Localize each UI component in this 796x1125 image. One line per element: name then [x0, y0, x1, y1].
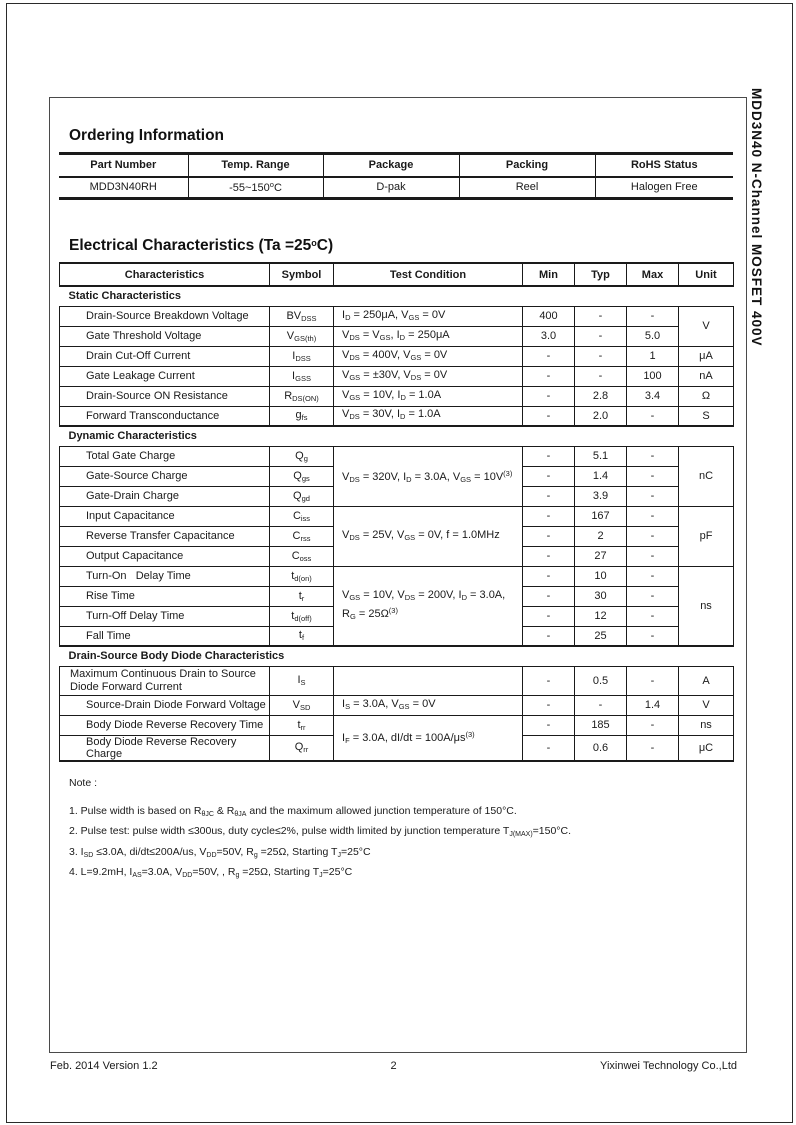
characteristic-cell: Turn-On Delay Time	[60, 566, 270, 586]
electrical-section-title: Electrical Characteristics $(Ta =25^oC)$	[69, 237, 334, 254]
max-value-cell: -	[627, 406, 679, 426]
electrical-section-row	[60, 426, 734, 446]
characteristic-cell: Body Diode Reverse Recovery Charge	[60, 735, 270, 761]
electrical-header-cell: Symbol	[270, 263, 334, 286]
characteristic-cell: Body Diode Reverse Recovery Time	[60, 715, 270, 735]
test-condition-cell: $V_{GS} = \pm 30V$, $V_{DS} = 0V$	[334, 366, 523, 386]
symbol-cell: $Q_g$	[270, 446, 334, 466]
min-value-cell: -	[523, 506, 575, 526]
max-value-cell: -	[627, 566, 679, 586]
unit-cell: A	[679, 666, 734, 695]
min-value-cell: -	[523, 486, 575, 506]
typ-value-cell: 0.5	[575, 666, 627, 695]
min-value-cell: -	[523, 446, 575, 466]
typ-value-cell: 3.9	[575, 486, 627, 506]
characteristic-cell: Output Capacitance	[60, 546, 270, 566]
unit-cell: pF	[679, 506, 734, 566]
symbol-cell: $C_{rss}$	[270, 526, 334, 546]
characteristic-cell: Turn-Off Delay Time	[60, 606, 270, 626]
page-footer	[50, 1060, 737, 1072]
section-label-cell: Drain-Source Body Diode Characteristics	[60, 646, 734, 666]
electrical-header-cell: Typ	[575, 263, 627, 286]
min-value-cell: -	[523, 606, 575, 626]
footer-version: Feb. 2014 Version 1.2	[50, 1060, 158, 1072]
characteristic-cell: Fall Time	[60, 626, 270, 646]
symbol-cell: $R_{DS(ON)}$	[270, 386, 334, 406]
typ-value-cell: 2	[575, 526, 627, 546]
max-value-cell: -	[627, 606, 679, 626]
characteristic-cell: Reverse Transfer Capacitance	[60, 526, 270, 546]
note-line: 1. Pulse width is based on $R_{\theta JC}$ & $R_{\theta JA}$ and the maximum allowed junction temperature of 150°C.	[69, 804, 517, 818]
electrical-data-row	[60, 326, 734, 346]
typ-value-cell: -	[575, 326, 627, 346]
min-value-cell: -	[523, 526, 575, 546]
ordering-section-title: Ordering Information	[69, 127, 224, 144]
electrical-data-row	[60, 406, 734, 426]
typ-value-cell: 30	[575, 586, 627, 606]
side-vertical-title: MDD3N40 N-Channel MOSFET 400V	[749, 88, 764, 347]
characteristic-cell: Forward Transconductance	[60, 406, 270, 426]
max-value-cell: -	[627, 466, 679, 486]
electrical-header-row	[60, 263, 734, 286]
ordering-data-cell: Reel	[459, 177, 595, 199]
test-condition-cell: $I_F = 3.0A$, $dI/dt = 100A/\mu s^{(3)}$	[334, 715, 523, 761]
ordering-data-cell: D-pak	[323, 177, 459, 199]
characteristic-cell: Maximum Continuous Drain to Source Diode Forward Current	[60, 666, 270, 695]
unit-cell: μA	[679, 346, 734, 366]
typ-value-cell: 27	[575, 546, 627, 566]
electrical-data-row	[60, 346, 734, 366]
symbol-cell: $I_S$	[270, 666, 334, 695]
electrical-header-cell: Characteristics	[60, 263, 270, 286]
characteristic-cell: Input Capacitance	[60, 506, 270, 526]
max-value-cell: -	[627, 715, 679, 735]
test-condition-cell: $V_{DS} = V_{GS}$, $I_D = 250\mu A$	[334, 326, 523, 346]
symbol-cell: $V_{GS(th)}$	[270, 326, 334, 346]
content-frame	[49, 97, 747, 1053]
symbol-cell: $Q_{rr}$	[270, 735, 334, 761]
min-value-cell: -	[523, 386, 575, 406]
max-value-cell: -	[627, 486, 679, 506]
symbol-cell: $C_{oss}$	[270, 546, 334, 566]
min-value-cell: 3.0	[523, 326, 575, 346]
max-value-cell: 1.4	[627, 695, 679, 715]
characteristic-cell: Drain-Source Breakdown Voltage	[60, 306, 270, 326]
note-line: 3. $I_{SD} \le 3.0A$, di/dt≤200A/us, $V_{DD}=50V$, $R_g =25\Omega$, Starting $T_J=25^\circ C$	[69, 845, 371, 859]
typ-value-cell: 2.0	[575, 406, 627, 426]
max-value-cell: 1	[627, 346, 679, 366]
unit-cell: Ω	[679, 386, 734, 406]
electrical-table-body	[60, 263, 734, 761]
ordering-table-body	[59, 154, 733, 199]
typ-value-cell: 2.8	[575, 386, 627, 406]
electrical-section-row	[60, 646, 734, 666]
ordering-header-cell: Packing	[459, 154, 595, 177]
ordering-header-cell: Package	[323, 154, 459, 177]
min-value-cell: -	[523, 406, 575, 426]
characteristic-cell: Drain-Source ON Resistance	[60, 386, 270, 406]
typ-value-cell: -	[575, 306, 627, 326]
test-condition-cell: $I_D = 250\mu A$, $V_{GS} = 0V$	[334, 306, 523, 326]
typ-value-cell: -	[575, 346, 627, 366]
electrical-header-cell: Unit	[679, 263, 734, 286]
max-value-cell: -	[627, 586, 679, 606]
max-value-cell: -	[627, 626, 679, 646]
unit-cell: V	[679, 695, 734, 715]
typ-value-cell: 12	[575, 606, 627, 626]
typ-value-cell: 1.4	[575, 466, 627, 486]
min-value-cell: -	[523, 346, 575, 366]
min-value-cell: -	[523, 566, 575, 586]
characteristic-cell: Drain Cut-Off Current	[60, 346, 270, 366]
electrical-data-row	[60, 666, 734, 695]
typ-value-cell: 10	[575, 566, 627, 586]
min-value-cell: -	[523, 666, 575, 695]
symbol-cell: $Q_{gd}$	[270, 486, 334, 506]
unit-cell: ns	[679, 715, 734, 735]
symbol-cell: $V_{SD}$	[270, 695, 334, 715]
footer-page-number: 2	[390, 1060, 397, 1072]
unit-cell: S	[679, 406, 734, 426]
ordering-data-cell: -55~150$^o$C	[188, 177, 323, 199]
min-value-cell: -	[523, 626, 575, 646]
ordering-data-cell: Halogen Free	[595, 177, 733, 199]
electrical-data-row	[60, 566, 734, 586]
typ-value-cell: 185	[575, 715, 627, 735]
unit-cell: ns	[679, 566, 734, 646]
electrical-data-row	[60, 506, 734, 526]
typ-value-cell: -	[575, 695, 627, 715]
unit-cell: nA	[679, 366, 734, 386]
electrical-data-row	[60, 446, 734, 466]
min-value-cell: -	[523, 466, 575, 486]
test-condition-cell: $V_{DS} = 25V$, $V_{GS} = 0V$, f = 1.0MHz	[334, 506, 523, 566]
electrical-data-row	[60, 386, 734, 406]
ordering-header-cell: Temp. Range	[188, 154, 323, 177]
unit-cell: V	[679, 306, 734, 346]
electrical-data-row	[60, 366, 734, 386]
symbol-cell: $t_f$	[270, 626, 334, 646]
electrical-section-row	[60, 286, 734, 306]
characteristic-cell: Total Gate Charge	[60, 446, 270, 466]
electrical-data-row	[60, 695, 734, 715]
ordering-data-row	[59, 177, 733, 199]
test-condition-cell: $V_{DS} = 30V$, $I_D = 1.0A$	[334, 406, 523, 426]
ordering-header-cell: RoHS Status	[595, 154, 733, 177]
typ-value-cell: 0.6	[575, 735, 627, 761]
ordering-table	[59, 152, 733, 200]
ordering-data-cell: MDD3N40RH	[89, 181, 157, 194]
note-line: 4. L=9.2mH, $I_{AS}=3.0A$, $V_{DD}=50V$, , $R_g =25\Omega$, Starting $T_J=25^\circ C$	[69, 866, 353, 879]
max-value-cell: -	[627, 506, 679, 526]
symbol-cell: $I_{GSS}$	[270, 366, 334, 386]
max-value-cell: -	[627, 546, 679, 566]
symbol-cell: $g_{fs}$	[270, 406, 334, 426]
electrical-table	[59, 262, 734, 762]
characteristic-cell: Gate-Source Charge	[60, 466, 270, 486]
test-condition-cell: $V_{DS} = 400V$, $V_{GS} = 0V$	[334, 346, 523, 366]
electrical-data-row	[60, 306, 734, 326]
symbol-cell: $t_{d(on)}$	[270, 566, 334, 586]
max-value-cell: -	[627, 526, 679, 546]
test-condition-cell	[334, 666, 523, 695]
electrical-header-cell: Max	[627, 263, 679, 286]
notes-label: Note :	[69, 776, 98, 789]
characteristic-cell: Source-Drain Diode Forward Voltage	[60, 695, 270, 715]
min-value-cell: -	[523, 715, 575, 735]
symbol-cell: $t_r$	[270, 586, 334, 606]
characteristic-cell: Rise Time	[60, 586, 270, 606]
max-value-cell: -	[627, 306, 679, 326]
typ-value-cell: 167	[575, 506, 627, 526]
max-value-cell: 100	[627, 366, 679, 386]
min-value-cell: -	[523, 695, 575, 715]
min-value-cell: -	[523, 586, 575, 606]
symbol-cell: $I_{DSS}$	[270, 346, 334, 366]
test-condition-cell: $V_{GS} = 10V$, $I_D = 1.0A$	[334, 386, 523, 406]
electrical-data-row	[60, 715, 734, 735]
test-condition-cell: $V_{DS} = 320V$, $I_D = 3.0A$, $V_{GS} = 10V^{(3)}$	[334, 446, 523, 506]
ordering-header-row	[59, 154, 733, 177]
min-value-cell: 400	[523, 306, 575, 326]
symbol-cell: $t_{d(off)}$	[270, 606, 334, 626]
electrical-header-cell: Min	[523, 263, 575, 286]
symbol-cell: $t_{rr}$	[270, 715, 334, 735]
note-line: 2. Pulse test: pulse width ≤300us, duty cycle≤2%, pulse width limited by junction temperature $T_{J(MAX)}=150^\circ C$.	[69, 825, 572, 838]
typ-value-cell: 5.1	[575, 446, 627, 466]
max-value-cell: -	[627, 666, 679, 695]
unit-cell: nC	[679, 446, 734, 506]
characteristic-cell: Gate Threshold Voltage	[60, 326, 270, 346]
test-condition-cell: $I_S = 3.0A$, $V_{GS} = 0V$	[334, 695, 523, 715]
symbol-cell: $Q_{gs}$	[270, 466, 334, 486]
max-value-cell: 3.4	[627, 386, 679, 406]
footer-company: Yixinwei Technology Co.,Ltd	[600, 1060, 737, 1072]
typ-value-cell: -	[575, 366, 627, 386]
test-condition-cell: $V_{GS} = 10V$, $V_{DS} = 200V$, $I_D = 3.0A$, $R_G = 25\Omega^{(3)}$	[334, 566, 523, 646]
characteristic-cell: Gate Leakage Current	[60, 366, 270, 386]
electrical-header-cell: Test Condition	[334, 263, 523, 286]
min-value-cell: -	[523, 366, 575, 386]
max-value-cell: -	[627, 735, 679, 761]
section-label-cell: Static Characteristics	[60, 286, 734, 306]
typ-value-cell: 25	[575, 626, 627, 646]
min-value-cell: -	[523, 546, 575, 566]
max-value-cell: 5.0	[627, 326, 679, 346]
ordering-header-cell: Part Number	[59, 154, 188, 177]
symbol-cell: $BV_{DSS}$	[270, 306, 334, 326]
notes-list	[69, 803, 746, 885]
max-value-cell: -	[627, 446, 679, 466]
section-label-cell: Dynamic Characteristics	[60, 426, 734, 446]
characteristic-cell: Gate-Drain Charge	[60, 486, 270, 506]
symbol-cell: $C_{iss}$	[270, 506, 334, 526]
notes-block	[69, 777, 746, 885]
min-value-cell: -	[523, 735, 575, 761]
unit-cell: μC	[679, 735, 734, 761]
